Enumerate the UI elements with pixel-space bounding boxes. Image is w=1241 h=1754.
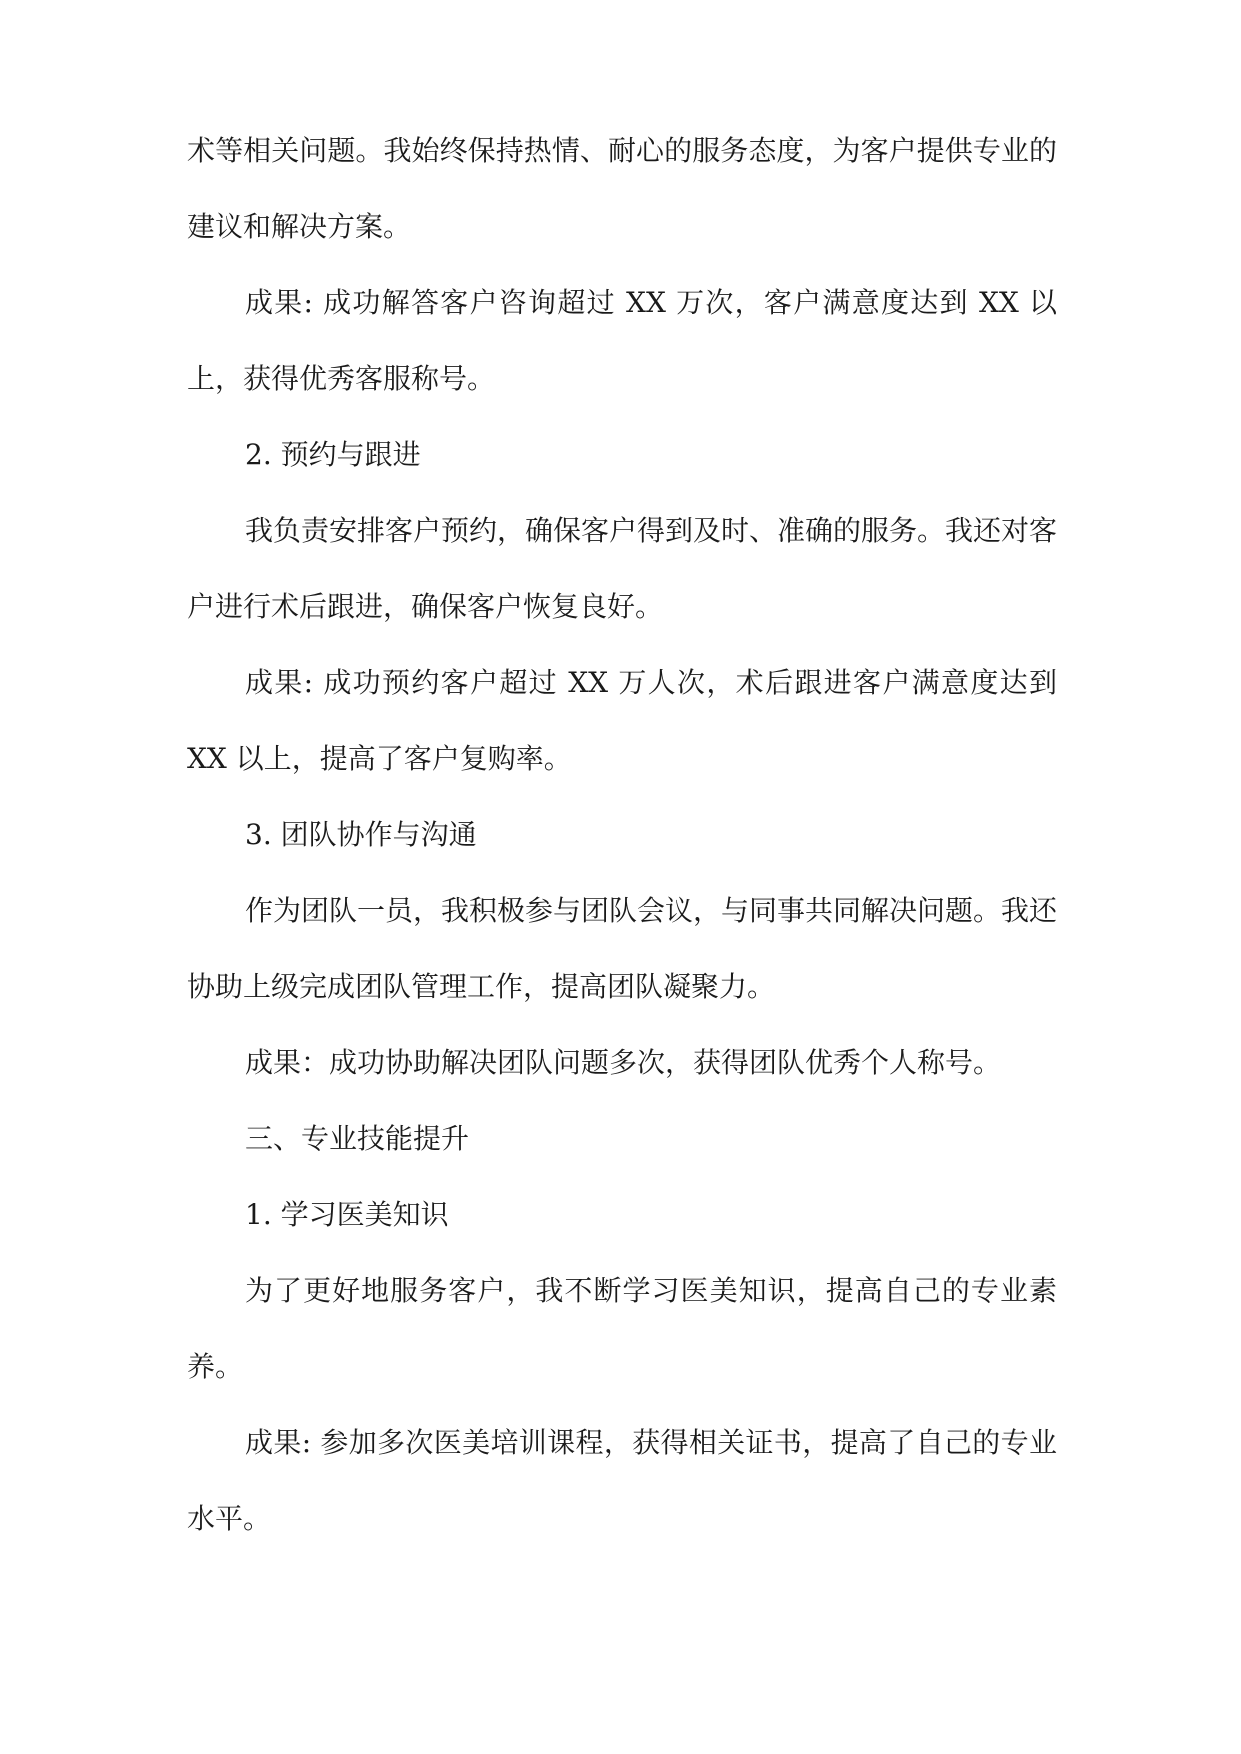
paragraph-team-description: 作为团队一员，我积极参与团队会议，与同事共同解决问题。我还协助上级完成团队管理工作，提高团队凝聚力。 [187,894,1058,1003]
heading-team-collaboration: 3. 团队协作与沟通 [245,818,477,851]
heading-learn-medical-beauty: 1. 学习医美知识 [245,1198,449,1231]
paragraph-appointment-description: 我负责安排客户预约，确保客户得到及时、准确的服务。我还对客户进行术后跟进，确保客户恢复良好。 [187,514,1058,623]
section-heading-skill-improvement: 三、专业技能提升 [245,1122,470,1155]
paragraph-result-appointment: 成果: 成功预约客户超过 XX 万人次，术后跟进客户满意度达到 XX 以上，提高了客户复购率。 [187,666,1057,775]
document-body [187,113,1057,1557]
paragraph-result-consulting: 成果: 成功解答客户咨询超过 XX 万次，客户满意度达到 XX 以上，获得优秀客服称号。 [187,286,1057,395]
paragraph-learning-description: 为了更好地服务客户，我不断学习医美知识，提高自己的专业素养。 [187,1274,1057,1383]
heading-appointment-followup: 2. 预约与跟进 [245,438,421,471]
paragraph-result-training: 成果: 参加多次医美培训课程，获得相关证书，提高了自己的专业水平。 [187,1426,1057,1535]
paragraph-continuation: 术等相关问题。我始终保持热情、耐心的服务态度，为客户提供专业的建议和解决方案。 [187,134,1057,243]
paragraph-result-team: 成果：成功协助解决团队问题多次，获得团队优秀个人称号。 [245,1046,1002,1079]
